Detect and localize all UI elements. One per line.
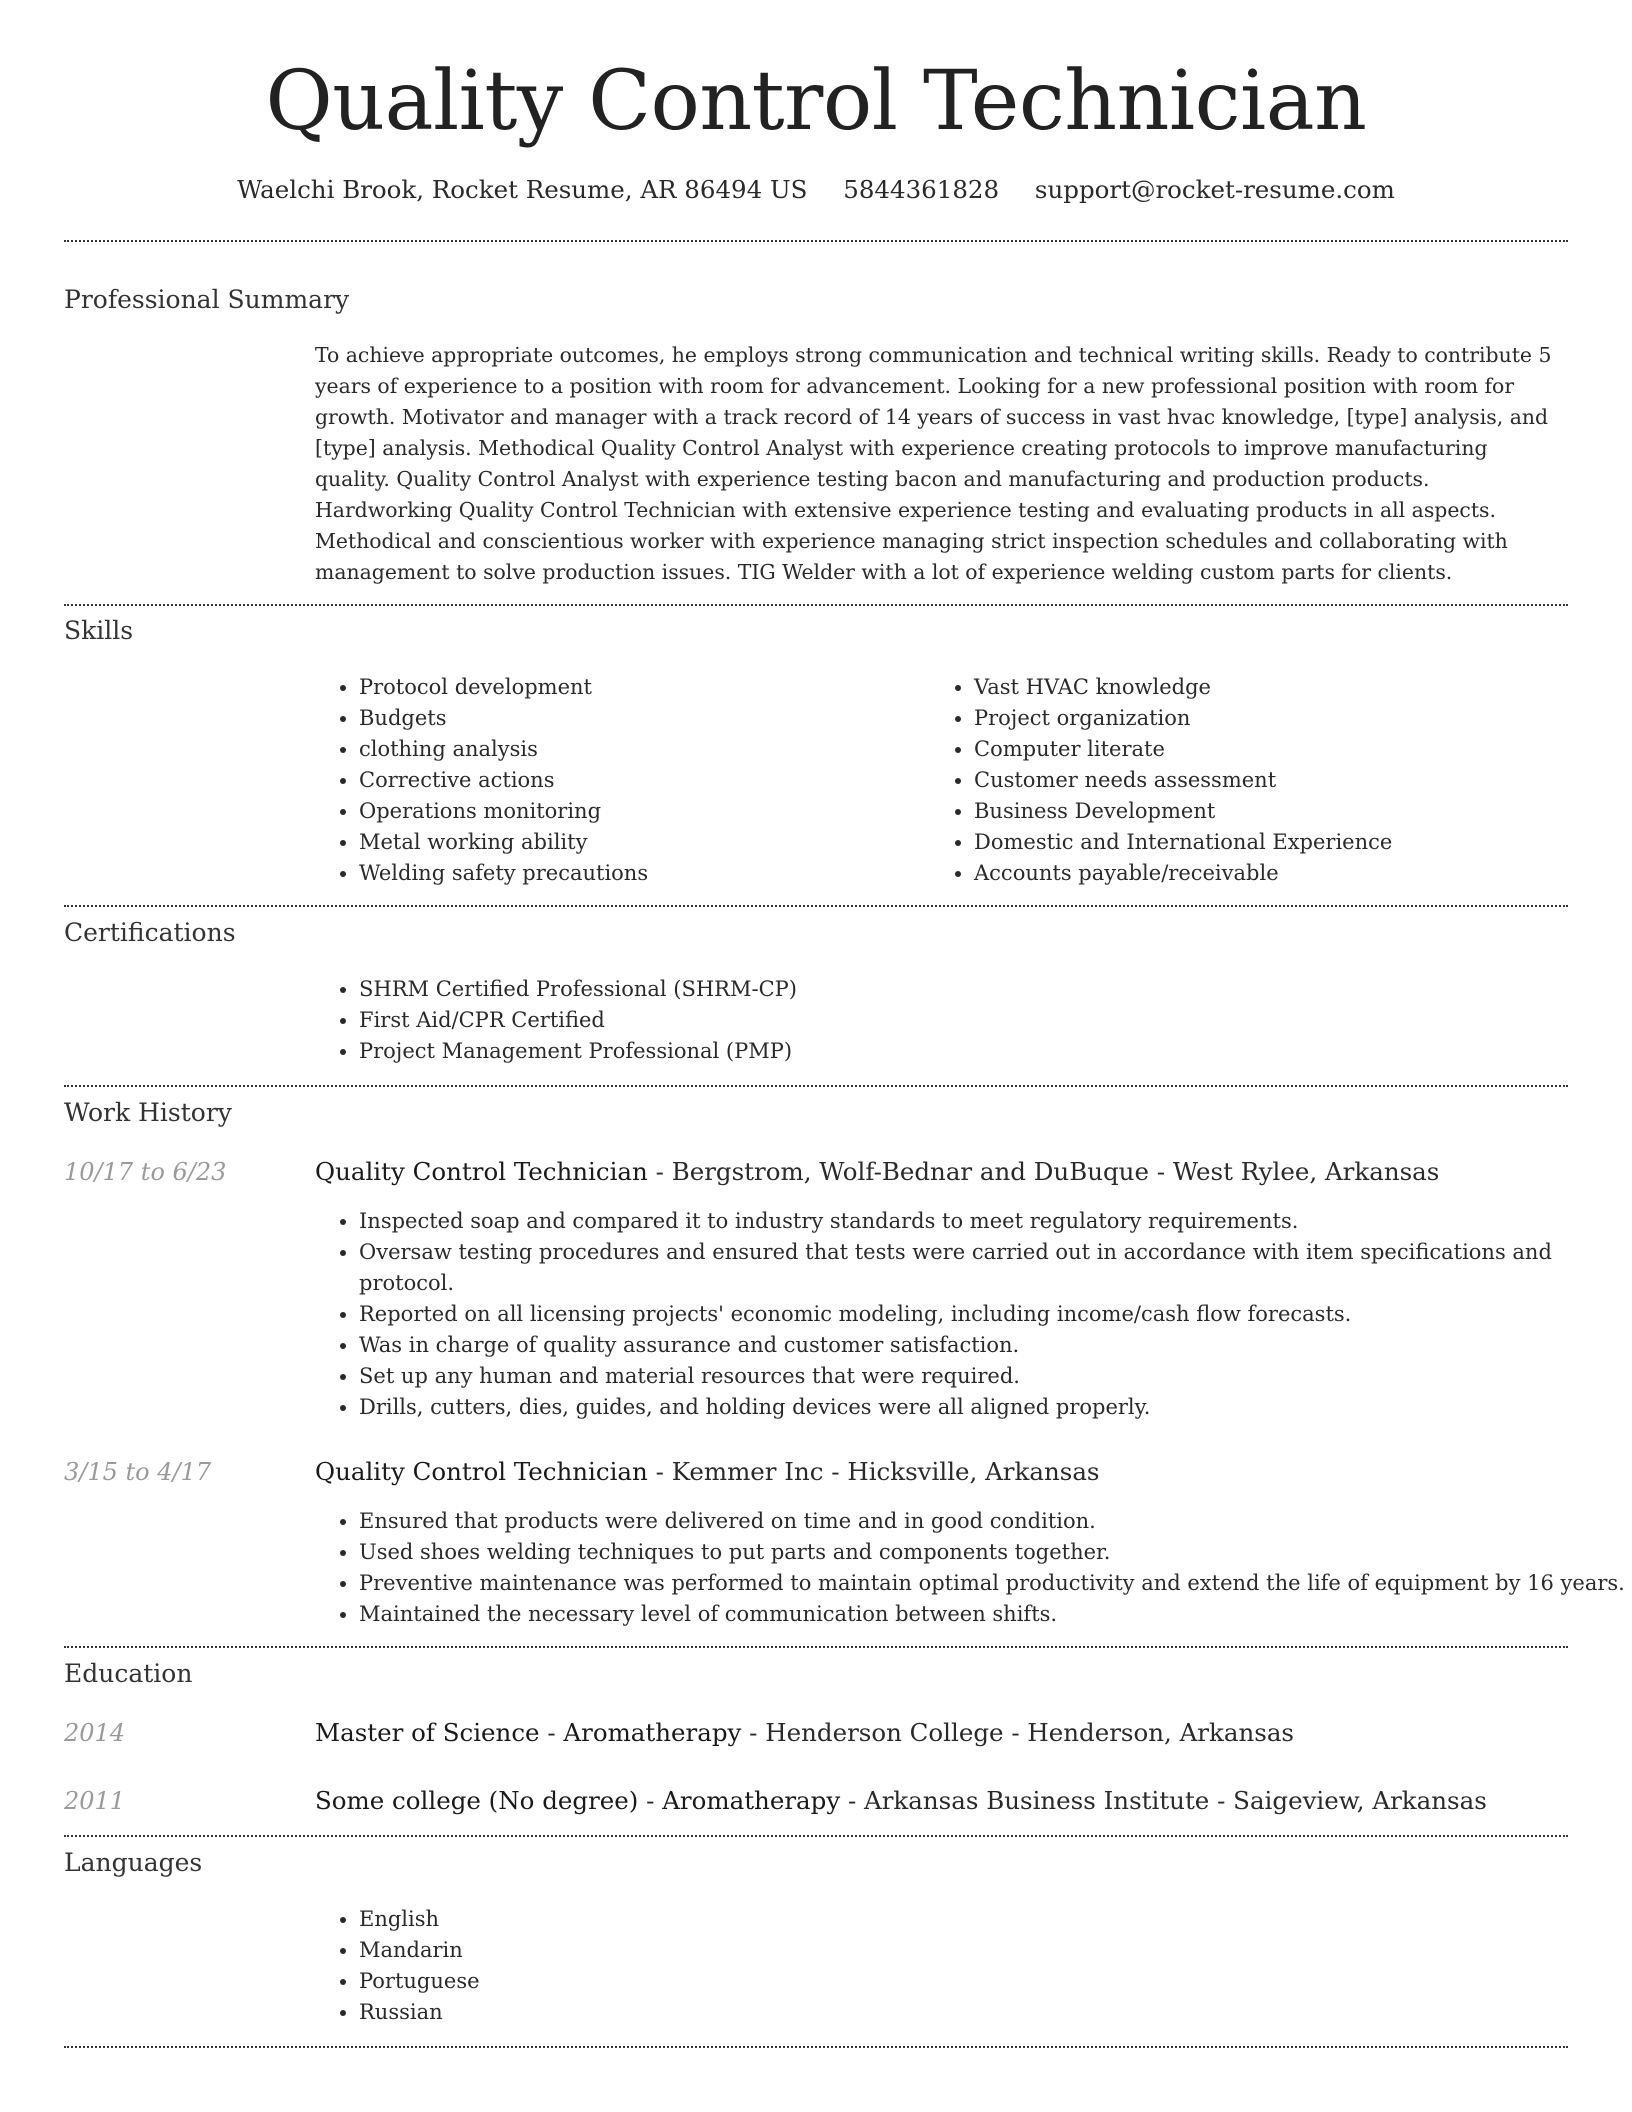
job-bullet: • Used shoes welding techniques to put parts and components together.	[359, 1537, 1629, 1568]
certifications-list	[315, 974, 1559, 1067]
divider	[64, 905, 1568, 907]
education-line	[315, 1716, 1294, 1750]
job-dates: 3/15 to 4/17	[64, 1458, 212, 1486]
divider	[64, 240, 1568, 242]
language-item: • English	[359, 1904, 959, 1935]
certification-item: • SHRM Certified Professional (SHRM-CP)	[359, 974, 1559, 1005]
education-degree: Master of Science	[315, 1718, 540, 1747]
separator: -	[1148, 1157, 1173, 1186]
education-field: Aromatherapy	[563, 1718, 742, 1747]
skill-item: • Customer needs assessment	[974, 765, 1604, 796]
language-item: • Mandarin	[359, 1935, 959, 1966]
job-bullet: • Set up any human and material resources that were required.	[359, 1361, 1609, 1392]
skill-item: • Metal working ability	[359, 827, 959, 858]
divider	[64, 604, 1568, 606]
summary-heading: Professional Summary	[64, 285, 350, 314]
skill-item: • Project organization	[974, 703, 1604, 734]
separator: -	[647, 1157, 672, 1186]
languages-heading: Languages	[64, 1848, 203, 1877]
contact-line	[0, 170, 1632, 210]
separator: -	[647, 1457, 672, 1486]
job-header	[315, 1455, 1100, 1489]
contact-address: Waelchi Brook, Rocket Resume, AR 86494 US	[237, 175, 808, 204]
job-location: West Rylee, Arkansas	[1172, 1157, 1440, 1186]
certifications-heading: Certifications	[64, 918, 236, 947]
job-bullet: • Inspected soap and compared it to industry standards to meet regulatory requirements.	[359, 1206, 1609, 1237]
education-school: Henderson College	[765, 1718, 1004, 1747]
language-item: • Portuguese	[359, 1966, 959, 1997]
job-title: Quality Control Technician	[315, 1157, 648, 1186]
summary-text: To achieve appropriate outcomes, he employs strong communication and technical writing skills. Ready to contribute 5 years of experience to a position with room for advancement. Looking for a new professional position with room for growth. Motivator and manager with a track record of 14 years of success in vast hvac knowledge, [type] analysis, and [type] analysis. Methodical Quality Control Analyst with experience creating protocols to improve manufacturing quality. Quality Control Analyst with experience testing bacon and manufacturing and production products. Hardworking Quality Control Technician with extensive experience testing and evaluating products in all aspects. Methodical and conscientious worker with experience managing strict inspection schedules and collaborating with management to solve production issues. TIG Welder with a lot of experience welding custom parts for clients.	[315, 343, 1552, 584]
separator: -	[1003, 1718, 1028, 1747]
education-line	[315, 1784, 1487, 1818]
separator: -	[539, 1718, 564, 1747]
education-year: 2014	[64, 1719, 126, 1747]
skill-item: • Computer literate	[974, 734, 1604, 765]
job-bullets	[315, 1206, 1609, 1423]
job-bullet: • Maintained the necessary level of communication between shifts.	[359, 1599, 1629, 1630]
skills-heading: Skills	[64, 616, 134, 645]
work-heading: Work History	[64, 1098, 232, 1127]
resume-title: Quality Control Technician	[265, 54, 1367, 149]
skill-item: • Vast HVAC knowledge	[974, 672, 1604, 703]
language-item: • Russian	[359, 1997, 959, 2028]
education-heading: Education	[64, 1659, 193, 1688]
resume-header	[0, 0, 1632, 210]
skills-list-right	[930, 672, 1604, 889]
skill-item: • Welding safety precautions	[359, 858, 959, 889]
separator: -	[638, 1786, 663, 1815]
divider	[64, 1835, 1568, 1837]
separator: -	[840, 1786, 865, 1815]
skill-item: • Domestic and International Experience	[974, 827, 1604, 858]
job-bullet: • Preventive maintenance was performed to maintain optimal productivity and extend the life of equipment by 16 years.	[359, 1568, 1629, 1599]
languages-list	[315, 1904, 959, 2028]
skills-list-left	[315, 672, 959, 889]
job-bullet: • Drills, cutters, dies, guides, and holding devices were all aligned properly.	[359, 1392, 1609, 1423]
job-title: Quality Control Technician	[315, 1457, 648, 1486]
job-bullet: • Reported on all licensing projects' economic modeling, including income/cash flow forecasts.	[359, 1299, 1609, 1330]
job-bullet: • Oversaw testing procedures and ensured that tests were carried out in accordance with item specifications and protocol.	[359, 1237, 1609, 1299]
separator: -	[1209, 1786, 1234, 1815]
job-bullet: • Was in charge of quality assurance and customer satisfaction.	[359, 1330, 1609, 1361]
skill-item: • Protocol development	[359, 672, 959, 703]
job-location: Hicksville, Arkansas	[847, 1457, 1100, 1486]
skill-item: • Budgets	[359, 703, 959, 734]
contact-phone: 5844361828	[843, 175, 1000, 204]
skill-item: • Operations monitoring	[359, 796, 959, 827]
separator: -	[741, 1718, 766, 1747]
job-dates: 10/17 to 6/23	[64, 1158, 227, 1186]
job-company: Bergstrom, Wolf-Bednar and DuBuque	[671, 1157, 1149, 1186]
job-bullets	[315, 1506, 1629, 1630]
education-degree: Some college (No degree)	[315, 1786, 639, 1815]
divider	[64, 1085, 1568, 1087]
separator: -	[823, 1457, 848, 1486]
certification-item: • Project Management Professional (PMP)	[359, 1036, 1559, 1067]
education-year: 2011	[64, 1787, 126, 1815]
certification-item: • First Aid/CPR Certified	[359, 1005, 1559, 1036]
skill-item: • Corrective actions	[359, 765, 959, 796]
job-bullet: • Ensured that products were delivered on time and in good condition.	[359, 1506, 1629, 1537]
education-school: Arkansas Business Institute	[864, 1786, 1210, 1815]
job-header	[315, 1155, 1439, 1189]
skill-item: • clothing analysis	[359, 734, 959, 765]
skill-item: • Accounts payable/receivable	[974, 858, 1604, 889]
skill-item: • Business Development	[974, 796, 1604, 827]
divider	[64, 1646, 1568, 1648]
contact-email: support@rocket-resume.com	[1034, 175, 1395, 204]
divider	[64, 2046, 1568, 2048]
education-location: Saigeview, Arkansas	[1233, 1786, 1487, 1815]
job-company: Kemmer Inc	[671, 1457, 824, 1486]
education-field: Aromatherapy	[662, 1786, 841, 1815]
education-location: Henderson, Arkansas	[1027, 1718, 1294, 1747]
